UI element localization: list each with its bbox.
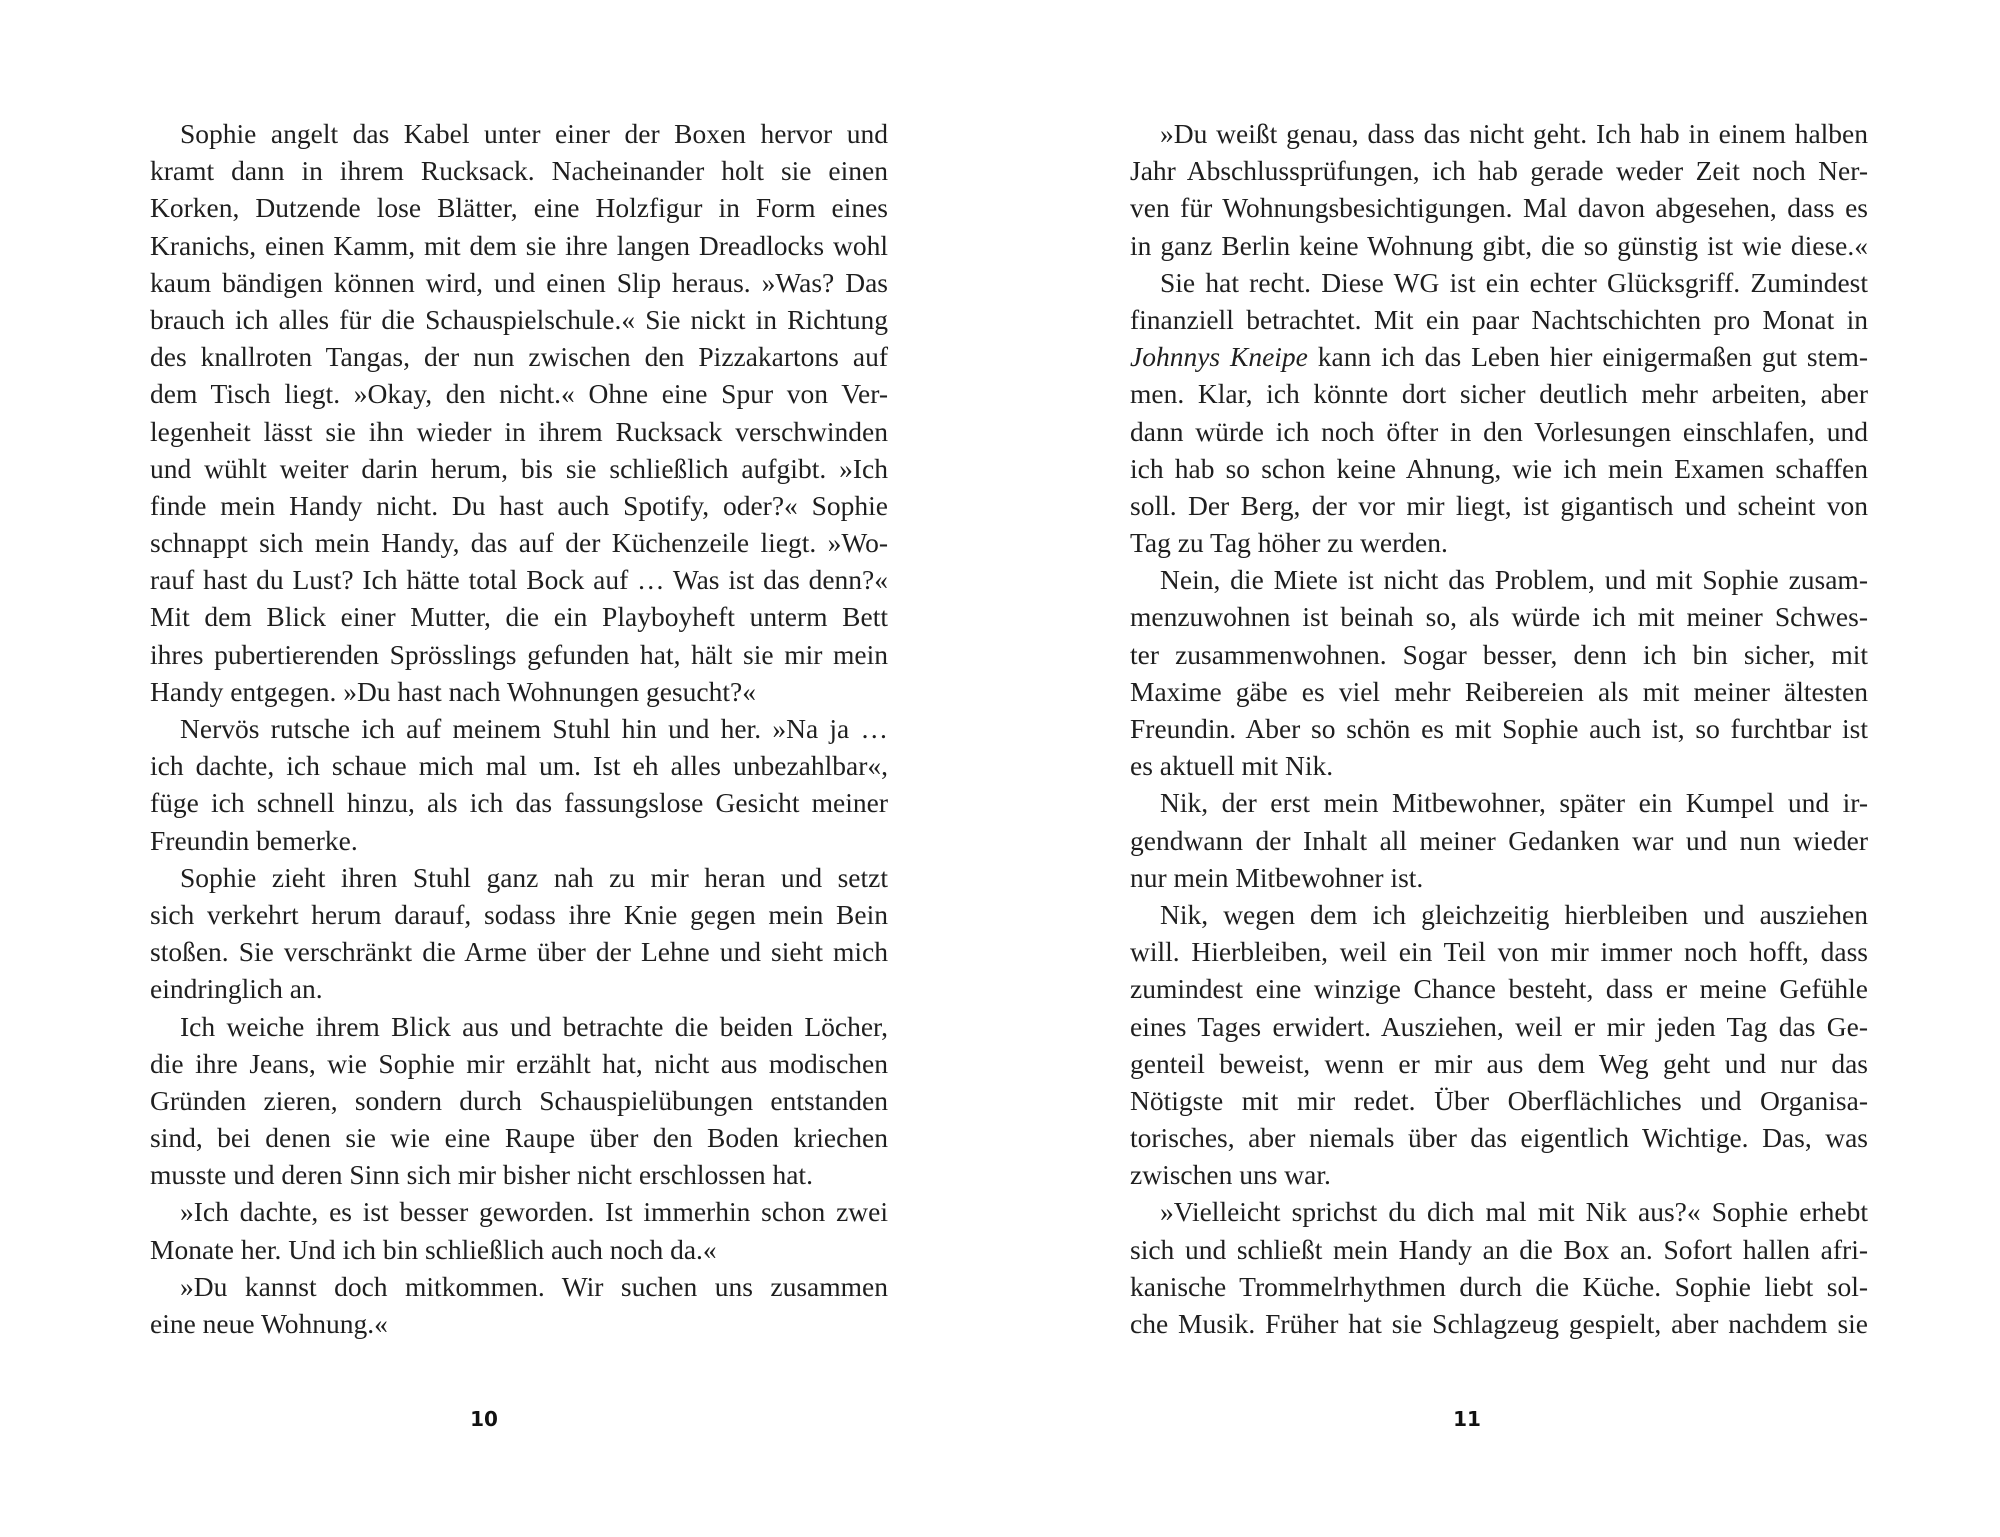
text-line: sind, bei denen sie wie eine Raupe über den Boden kriechen [150, 1122, 888, 1154]
text-line: Sophie zieht ihren Stuhl ganz nah zu mir heran und setzt [180, 861, 888, 893]
text-line: zumindest eine winzige Chance besteht, dass er meine Gefühle [1130, 973, 1868, 1005]
text-line: sich verkehrt herum darauf, sodass ihre Knie gegen mein Bein [150, 898, 888, 930]
text-line: Kranichs, einen Kamm, mit dem sie ihre langen Dreadlocks wohl [150, 229, 888, 261]
text-line: gendwann der Inhalt all meiner Gedanken war und nun wieder [1130, 824, 1868, 856]
text-line: soll. Der Berg, der vor mir liegt, ist gigantisch und scheint von [1130, 489, 1868, 521]
page-left [150, 115, 888, 1342]
text-line: Nein, die Miete ist nicht das Problem, und mit Sophie zusam- [1160, 564, 1868, 596]
text-line: Maxime gäbe es viel mehr Reibereien als mit meiner ältesten [1130, 675, 1868, 707]
text-line: kramt dann in ihrem Rucksack. Nacheinander holt sie einen [150, 155, 888, 187]
text-line: dem Tisch liegt. »Okay, den nicht.« Ohne eine Spur von Ver- [150, 378, 888, 410]
text-line: kaum bändigen können wird, und einen Slip heraus. »Was? Das [150, 266, 888, 298]
text-line: Sie hat recht. Diese WG ist ein echter Glücksgriff. Zumindest [1160, 266, 1868, 298]
text-line: men. Klar, ich könnte dort sicher deutlich mehr arbeiten, aber [1130, 378, 1868, 410]
text-line: Jahr Abschlussprüfungen, ich hab gerade weder Zeit noch Ner- [1130, 155, 1868, 187]
text-line: es aktuell mit Nik. [1130, 750, 1334, 782]
text-line: brauch ich alles für die Schauspielschule.« Sie nickt in Richtung [150, 303, 888, 335]
text-line: kanische Trommelrhythmen durch die Küche. Sophie liebt sol- [1130, 1270, 1868, 1302]
text-line: finanziell betrachtet. Mit ein paar Nachtschichten pro Monat in [1130, 303, 1868, 335]
text-line: menzuwohnen ist beinah so, als würde ich mit meiner Schwes- [1130, 601, 1868, 633]
page-number: 10 [470, 1407, 498, 1431]
text-line [1130, 338, 1868, 375]
text-line: Nötigste mit mir redet. Über Oberflächliches und Organisa- [1130, 1084, 1868, 1116]
text-line: will. Hierbleiben, weil ein Teil von mir immer noch hofft, dass [1130, 936, 1868, 968]
text-line: Tag zu Tag höher zu werden. [1130, 527, 1448, 559]
text-line: genteil beweist, wenn er mir aus dem Weg geht und nur das [1130, 1047, 1868, 1079]
page-right [1130, 115, 1868, 1342]
text-line: ihres pubertierenden Sprösslings gefunden hat, hält sie mir mein [150, 638, 888, 670]
text-line: Gründen zieren, sondern durch Schauspielübungen entstanden [150, 1084, 888, 1116]
text-line: Freundin bemerke. [150, 824, 358, 856]
text-line: ich dachte, ich schaue mich mal um. Ist eh alles unbezahlbar«, [150, 750, 888, 782]
text-line: ven für Wohnungsbesichtigungen. Mal davon abgesehen, dass es [1130, 192, 1868, 224]
text-line: stoßen. Sie verschränkt die Arme über der Lehne und sieht mich [150, 936, 888, 968]
text-line: Freundin. Aber so schön es mit Sophie auch ist, so furchtbar ist [1130, 713, 1868, 744]
text-line: eindringlich an. [150, 973, 323, 1005]
text-line: füge ich schnell hinzu, als ich das fassungslose Gesicht meiner [150, 787, 888, 819]
text-line: des knallroten Tangas, der nun zwischen den Pizzakartons auf [150, 341, 888, 373]
text-line: schnappt sich mein Handy, das auf der Küchenzeile liegt. »Wo- [150, 527, 888, 559]
italic-bar-name: Johnnys Kneipe [1130, 341, 1308, 373]
text-line: zwischen uns war. [1130, 1159, 1331, 1191]
page-number: 11 [1453, 1407, 1481, 1431]
text-line: und wühlt weiter darin herum, bis sie schließlich aufgibt. »Ich [150, 452, 888, 484]
text-line: in ganz Berlin keine Wohnung gibt, die so günstig ist wie diese.« [1130, 229, 1868, 261]
text-line: Nik, der erst mein Mitbewohner, später ein Kumpel und ir- [1160, 787, 1868, 819]
text-line: Sophie angelt das Kabel unter einer der Boxen hervor und [180, 118, 888, 149]
text-line: »Du kannst doch mitkommen. Wir suchen uns zusammen [180, 1270, 888, 1302]
text-line: Nik, wegen dem ich gleichzeitig hierbleiben und ausziehen [1160, 898, 1868, 930]
text-line: ter zusammenwohnen. Sogar besser, denn ich bin sicher, mit [1130, 638, 1868, 670]
text-line: »Du weißt genau, dass das nicht geht. Ich hab in einem halben [1160, 118, 1868, 149]
text-line: ich hab so schon keine Ahnung, wie ich mein Examen schaffen [1130, 452, 1868, 484]
text-line: eines Tages erwidert. Ausziehen, weil er mir jeden Tag das Ge- [1130, 1010, 1868, 1042]
text-line: Mit dem Blick einer Mutter, die ein Playboyheft unterm Bett [150, 601, 888, 633]
text-line: »Ich dachte, es ist besser geworden. Ist immerhin schon zwei [180, 1196, 888, 1228]
text-line: Korken, Dutzende lose Blätter, eine Holzfigur in Form eines [150, 192, 888, 224]
text-line: legenheit lässt sie ihn wieder in ihrem Rucksack verschwinden [150, 415, 888, 447]
text-line: sich und schließt mein Handy an die Box an. Sofort hallen afri- [1130, 1233, 1868, 1265]
text-line: die ihre Jeans, wie Sophie mir erzählt hat, nicht aus modischen [150, 1047, 888, 1079]
text-line: Ich weiche ihrem Blick aus und betrachte die beiden Löcher, [180, 1010, 888, 1042]
text-line: eine neue Wohnung.« [150, 1308, 388, 1339]
text-line: Handy entgegen. »Du hast nach Wohnungen gesucht?« [150, 675, 756, 707]
text-line: finde mein Handy nicht. Du hast auch Spotify, oder?« Sophie [150, 489, 888, 521]
text-line: musste und deren Sinn sich mir bisher nicht erschlossen hat. [150, 1159, 813, 1191]
text-line: che Musik. Früher hat sie Schlagzeug gespielt, aber nachdem sie [1130, 1308, 1868, 1339]
text-line: dann würde ich noch öfter in den Vorlesungen einschlafen, und [1130, 415, 1868, 447]
text-line: torisches, aber niemals über das eigentlich Wichtige. Das, was [1130, 1122, 1868, 1154]
text-line: »Vielleicht sprichst du dich mal mit Nik aus?« Sophie erhebt [1160, 1196, 1868, 1228]
text-line-rest: kann ich das Leben hier einigermaßen gut stem- [1307, 341, 1868, 373]
text-line: nur mein Mitbewohner ist. [1130, 861, 1424, 893]
text-line: Monate her. Und ich bin schließlich auch noch da.« [150, 1233, 717, 1265]
text-line: rauf hast du Lust? Ich hätte total Bock auf … Was ist das denn?« [150, 564, 888, 596]
text-line: Nervös rutsche ich auf meinem Stuhl hin und her. »Na ja … [180, 713, 888, 744]
